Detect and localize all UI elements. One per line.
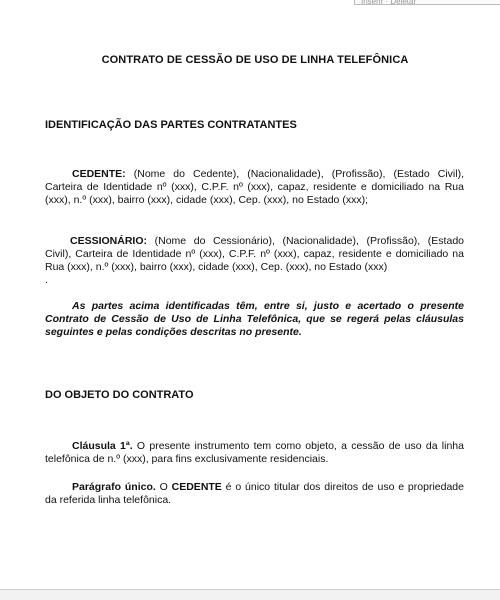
paragrafo-text-2: é o único titular dos direitos de uso e propriedade da referida linha telefônica. xyxy=(45,481,464,506)
paragrafo-text-1: O xyxy=(155,481,172,493)
paragrafo-label: Parágrafo único. xyxy=(72,481,156,493)
cessionario-label: CESSIONÁRIO: xyxy=(70,235,148,247)
cedente-text: (Nome do Cedente), (Nacionalidade), (Profissão), (Estado Civil), Carteira de Identidade nº (xxx), C.P.F. nº (xxx), capaz, residente e domiciliado na Rua (xxx), n.º (xxx), bairro (xxx), cidade (xxx), Cep. (xxx), no Estado (xxx); xyxy=(45,168,464,206)
paragraph-cessionario xyxy=(45,235,464,287)
section-heading-identificacao: IDENTIFICAÇÃO DAS PARTES CONTRATANTES xyxy=(45,119,297,131)
clausula-label: Cláusula 1ª. xyxy=(72,440,133,452)
section-heading-objeto: DO OBJETO DO CONTRATO xyxy=(45,389,194,401)
paragrafo-cedente: CEDENTE xyxy=(171,481,222,493)
bottom-scroll-area xyxy=(0,589,500,600)
paragraph-partes xyxy=(45,300,464,339)
cedente-label: CEDENTE: xyxy=(72,168,126,180)
paragraph-paragrafo-unico xyxy=(45,481,464,507)
clausula-text: O presente instrumento tem como objeto, a cessão de uso da linha telefônica de n.º (xxx), para fins exclusivamente residenciais. xyxy=(45,440,464,465)
top-edit-chip[interactable]: Inserir · Deletar xyxy=(354,0,500,5)
partes-text: As partes acima identificadas têm, entre si, justo e acertado o presente Contrato de Cessão de Uso de Linha Telefônica, que se regerá pelas cláusulas seguintes e pelas condições descritas no presente. xyxy=(45,300,464,338)
cessionario-trailing: . xyxy=(45,274,48,286)
paragraph-clausula-1 xyxy=(45,440,464,466)
cessionario-text: (Nome do Cessionário), (Nacionalidade), (Profissão), (Estado Civil), Carteira de Identidade nº (xxx), C.P.F. nº (xxx), capaz, residente e domiciliado na Rua (xxx), n.º (xxx), bairro (xxx), cidade (xxx), Cep. (xxx), no Estado (xxx) xyxy=(45,235,464,273)
document-title: CONTRATO DE CESSÃO DE USO DE LINHA TELEFÔNICA xyxy=(101,54,409,66)
paragraph-cedente xyxy=(45,168,464,207)
